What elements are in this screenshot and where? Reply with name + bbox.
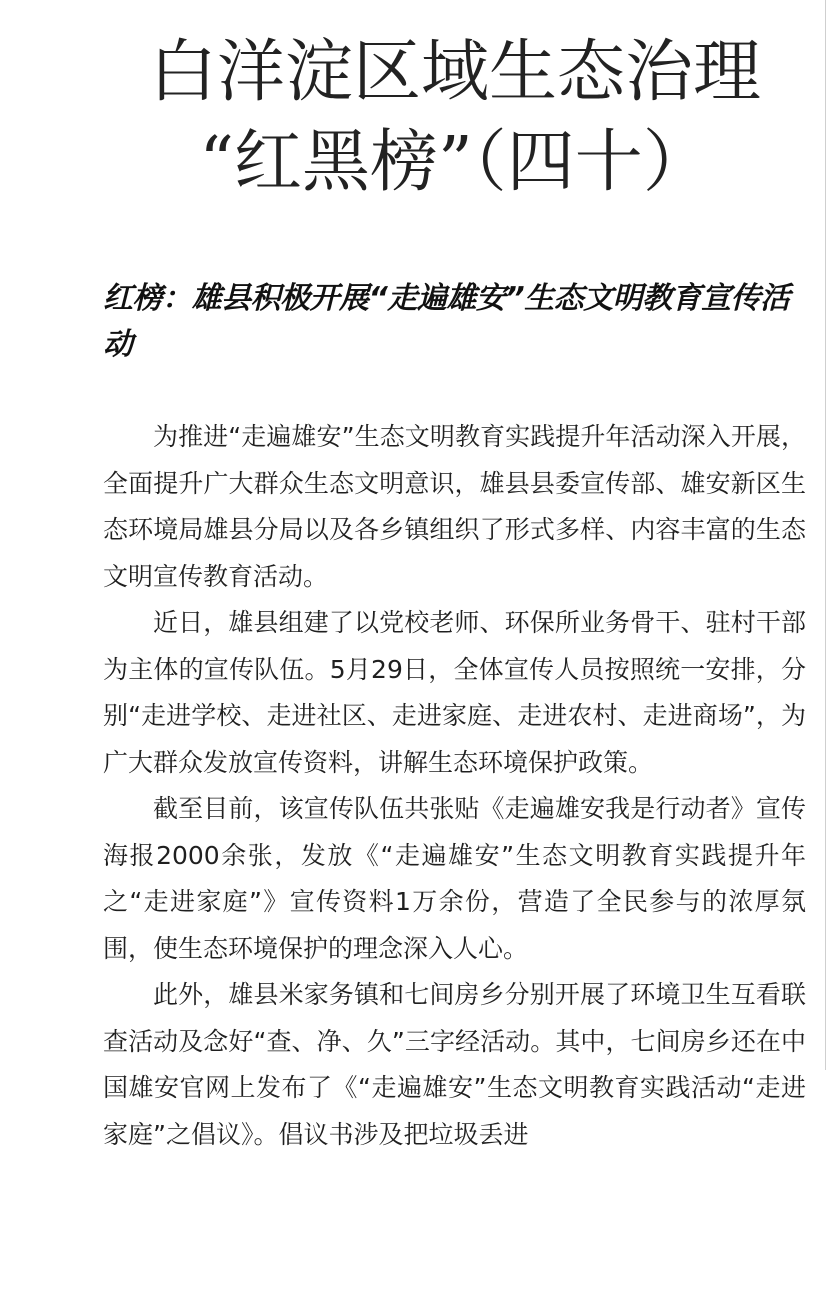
- article-headline: 红榜：雄县积极开展“走遍雄安”生态文明教育宣传活动: [103, 281, 790, 362]
- page-edge-divider: [825, 0, 826, 1070]
- article-body: [103, 414, 806, 1158]
- paragraph-1: 为推进“走遍雄安”生态文明教育实践提升年活动深入开展，全面提升广大群众生态文明意识，雄县县委宣传部、雄安新区生态环境局雄县分局以及各乡镇组织了形式多样、内容丰富的生态文明宣传教育活动。: [103, 422, 806, 591]
- page-title: [100, 28, 810, 208]
- paragraph-3: 截至目前，该宣传队伍共张贴《走遍雄安我是行动者》宣传海报2000余张，发放《“走遍雄安”生态文明教育实践提升年之“走进家庭”》宣传资料1万余份，营造了全民参与的浓厚氛围，使生态环境保护的理念深入人心。: [103, 794, 806, 963]
- title-line-2: “红黑榜”（四十）: [199, 123, 711, 202]
- paragraph-2: 近日，雄县组建了以党校老师、环保所业务骨干、驻村干部为主体的宣传队伍。5月29日，全体宣传人员按照统一安排，分别“走进学校、走进社区、走进家庭、走进农村、走进商场”，为广大群众发放宣传资料，讲解生态环境保护政策。: [103, 608, 806, 777]
- title-line-1: 白洋淀区域生态治理: [148, 33, 761, 112]
- paragraph-4: 此外，雄县米家务镇和七间房乡分别开展了环境卫生互看联查活动及念好“查、净、久”三字经活动。其中，七间房乡还在中国雄安官网上发布了《“走遍雄安”生态文明教育实践活动“走进家庭”之倡议》。倡议书涉及把垃圾丢进: [103, 980, 806, 1149]
